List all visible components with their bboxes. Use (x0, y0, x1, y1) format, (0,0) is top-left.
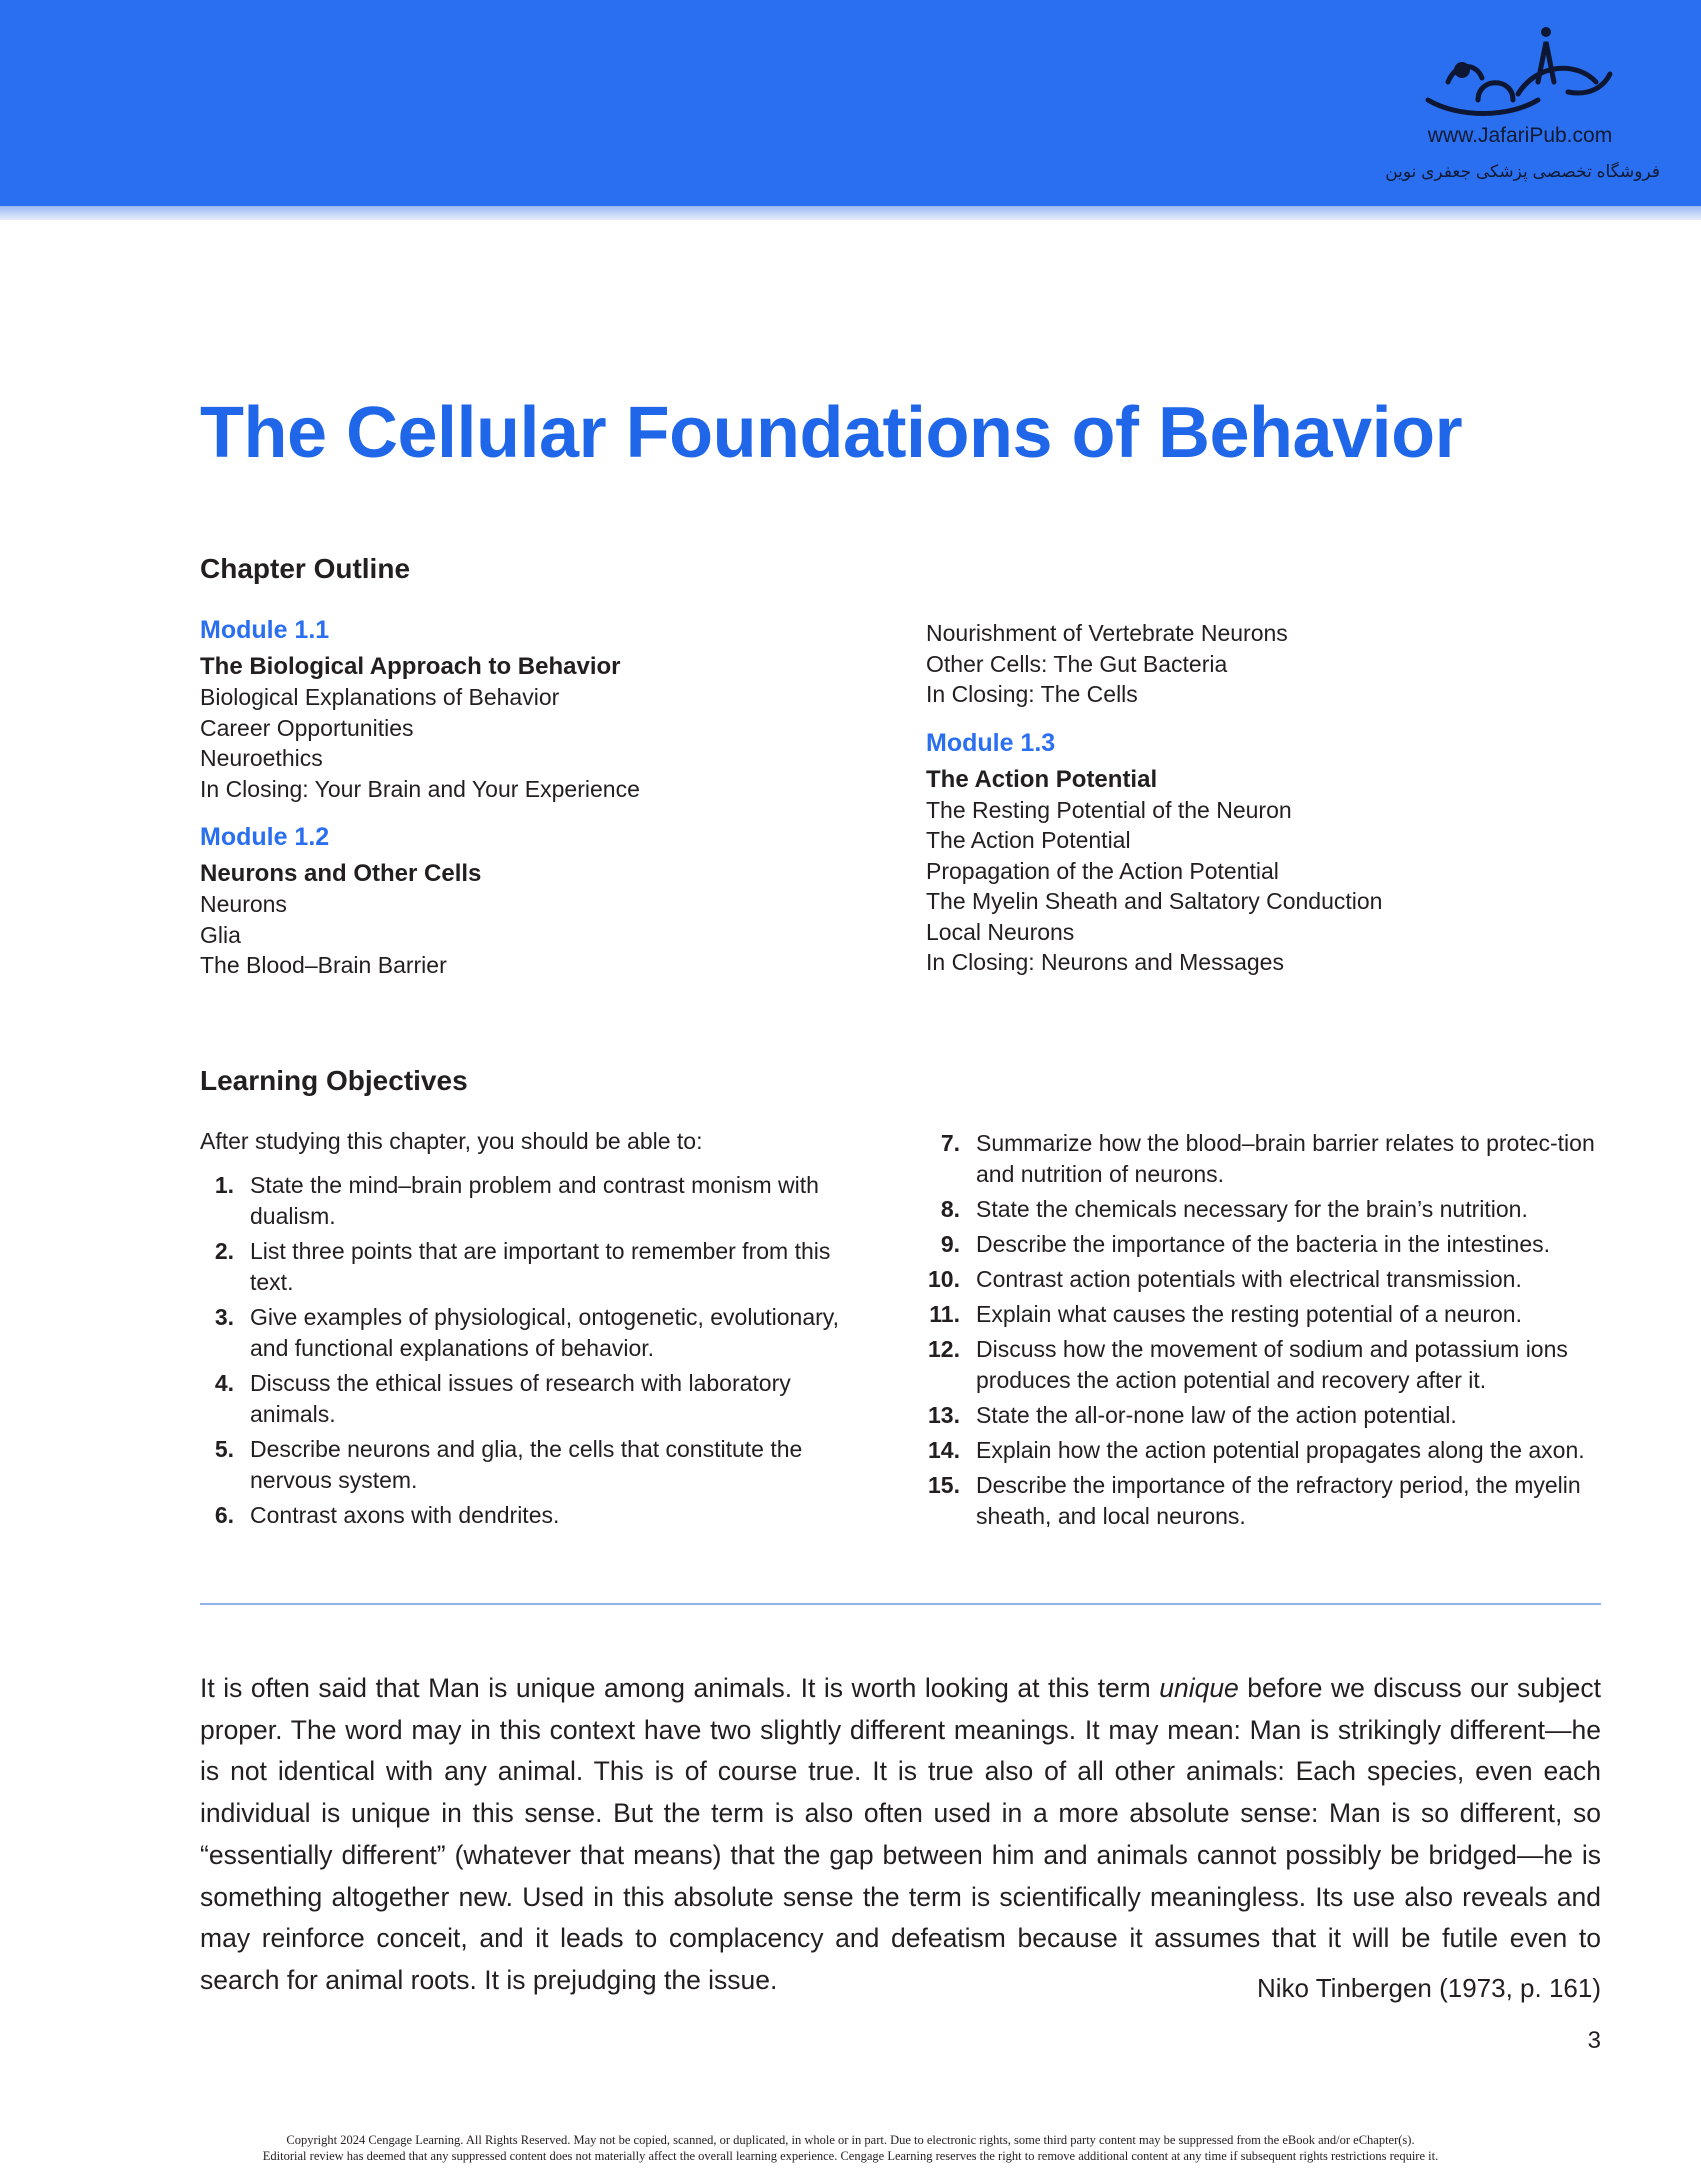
objective-number: 15. (928, 1472, 960, 1498)
objective-item (926, 1334, 1606, 1396)
outline-item: Nourishment of Vertebrate Neurons (926, 620, 1288, 646)
outline-left-column (200, 615, 840, 981)
module-title: Neurons and Other Cells (200, 860, 482, 887)
section-divider (200, 1603, 1601, 1605)
outline-item: The Action Potential (926, 827, 1131, 853)
outline-item: In Closing: The Cells (926, 681, 1138, 707)
objective-text: List three points that are important to remember from this text. (250, 1238, 831, 1295)
module-title: The Biological Approach to Behavior (200, 653, 621, 680)
module-title: The Action Potential (926, 765, 1158, 793)
objective-item (926, 1435, 1606, 1466)
chapter-outline-heading: Chapter Outline (200, 553, 411, 584)
objective-item (200, 1302, 865, 1364)
outline-item: Biological Explanations of Behavior (200, 684, 560, 710)
header-band-edge (0, 206, 1701, 220)
objective-item (200, 1170, 865, 1232)
objective-text: Explain what causes the resting potential of a neuron. (976, 1301, 1522, 1327)
objective-item (200, 1236, 865, 1298)
objective-text: Summarize how the blood–brain barrier relates to protec-tion and nutrition of neurons. (976, 1130, 1595, 1187)
objective-item (926, 1470, 1606, 1532)
outline-item: Local Neurons (926, 918, 1075, 945)
objective-item (200, 1368, 865, 1430)
outline-item: In Closing: Your Brain and Your Experience (200, 775, 640, 802)
quote-text-start: It is often said that Man is unique among animals. It is worth looking at this term (200, 1673, 1160, 1703)
objective-item (200, 1500, 865, 1531)
chapter-title: The Cellular Foundations of Behavior (200, 393, 1463, 473)
objective-number: 1. (214, 1172, 234, 1198)
objective-text: Discuss the ethical issues of research with laboratory animals. (250, 1370, 791, 1427)
quote-emphasis: unique (1159, 1673, 1239, 1703)
objective-text: Discuss how the movement of sodium and potassium ions produces the action potential and recovery after it. (976, 1336, 1568, 1393)
objective-text: Describe the importance of the refractory period, the myelin sheath, and local neurons. (976, 1472, 1581, 1529)
objective-item (926, 1299, 1606, 1330)
publisher-tagline: فروشگاه تخصصی پزشکی جعفری نوین (1385, 162, 1660, 181)
objective-number: 13. (928, 1402, 960, 1428)
outline-item: Glia (200, 921, 241, 948)
objective-item (926, 1264, 1606, 1295)
objective-item (926, 1128, 1606, 1190)
learning-objectives-heading: Learning Objectives (200, 1065, 468, 1096)
outline-item: Propagation of the Action Potential (926, 857, 1279, 884)
objective-number: 12. (928, 1336, 960, 1362)
outline-item: The Blood–Brain Barrier (200, 952, 447, 978)
objective-number: 3. (214, 1304, 234, 1330)
objective-number: 6. (214, 1502, 234, 1528)
publisher-logo-icon (1418, 22, 1618, 122)
objective-item (926, 1229, 1606, 1260)
copyright-line-2: Editorial review has deemed that any suppressed content does not materially affect the overall learning experience. Cengage Learning reserves the right to remove additional content at any time if subsequent rights restrictions require it. (262, 2149, 1439, 2163)
objective-item (200, 1434, 865, 1496)
quote-attribution: Niko Tinbergen (1973, p. 161) (1257, 1973, 1601, 2003)
objectives-intro: After studying this chapter, you should be able to: (200, 1128, 703, 1154)
outline-item: Other Cells: The Gut Bacteria (926, 650, 1228, 677)
outline-item: Career Opportunities (200, 714, 414, 741)
quote-text-end: before we discuss our subject proper. The word may in this context have two slightly different meanings. It may mean: Man is strikingly different—he is not identical with any animal. This is of course true. It is true also of all other animals: Each species, even each individual is unique in this sense. But the term is also often used in a more absolute sense: Man is so different, so “essentially different” (whatever that means) that the gap between him and animals cannot possibly be bridged—he is something altogether new. Used in this absolute sense the term is scientifically meaningless. Its use also reveals and may reinforce conceit, and it leads to complacency and defeatism because it assumes that it will be futile even to search for animal roots. It is prejudging the issue. (200, 1673, 1601, 1995)
objectives-right-list (926, 1128, 1606, 1536)
objective-text: State the mind–brain problem and contrast monism with dualism. (250, 1172, 819, 1229)
objective-text: Describe the importance of the bacteria in the intestines. (976, 1231, 1551, 1257)
outline-item: Neuroethics (200, 745, 323, 771)
objective-text: Explain how the action potential propagates along the axon. (976, 1437, 1585, 1463)
publisher-url[interactable]: www.JafariPub.com (1427, 124, 1613, 147)
objective-text: Describe neurons and glia, the cells that constitute the nervous system. (250, 1436, 803, 1493)
objective-text: State the chemicals necessary for the brain’s nutrition. (976, 1196, 1528, 1222)
objective-number: 11. (929, 1301, 960, 1327)
objective-text: Contrast axons with dendrites. (250, 1502, 560, 1528)
objective-number: 14. (928, 1437, 960, 1463)
objective-number: 4. (214, 1370, 234, 1396)
objective-item (926, 1400, 1606, 1431)
objective-item (926, 1194, 1606, 1225)
objective-text: Give examples of physiological, ontogenetic, evolutionary, and functional explanations of behavior. (250, 1304, 839, 1361)
outline-item: Neurons (200, 891, 287, 917)
objective-text: Contrast action potentials with electrical transmission. (976, 1266, 1522, 1292)
module-label: Module 1.3 (926, 728, 1056, 757)
outline-item: In Closing: Neurons and Messages (926, 949, 1284, 975)
objective-number: 9. (940, 1231, 960, 1257)
outline-item: The Resting Potential of the Neuron (926, 796, 1292, 823)
objective-number: 8. (940, 1196, 960, 1222)
module-label: Module 1.2 (200, 823, 330, 851)
module-label: Module 1.1 (200, 616, 330, 644)
copyright-line-1: Copyright 2024 Cengage Learning. All Rights Reserved. May not be copied, scanned, or duplicated, in whole or in part. Due to electronic rights, some third party content may be suppressed from the eBook and/or eChapter(s). (286, 2133, 1415, 2147)
objective-number: 10. (928, 1266, 960, 1292)
outline-item: The Myelin Sheath and Saltatory Conduction (926, 888, 1383, 914)
epigraph-quote (200, 1668, 1601, 2002)
outline-right-column (926, 618, 1566, 978)
objectives-left-list (200, 1170, 865, 1535)
page-number: 3 (1587, 2027, 1601, 2054)
objective-number: 7. (940, 1130, 960, 1156)
objective-text: State the all-or-none law of the action potential. (976, 1402, 1457, 1428)
objective-number: 5. (214, 1436, 234, 1462)
objective-number: 2. (214, 1238, 234, 1264)
